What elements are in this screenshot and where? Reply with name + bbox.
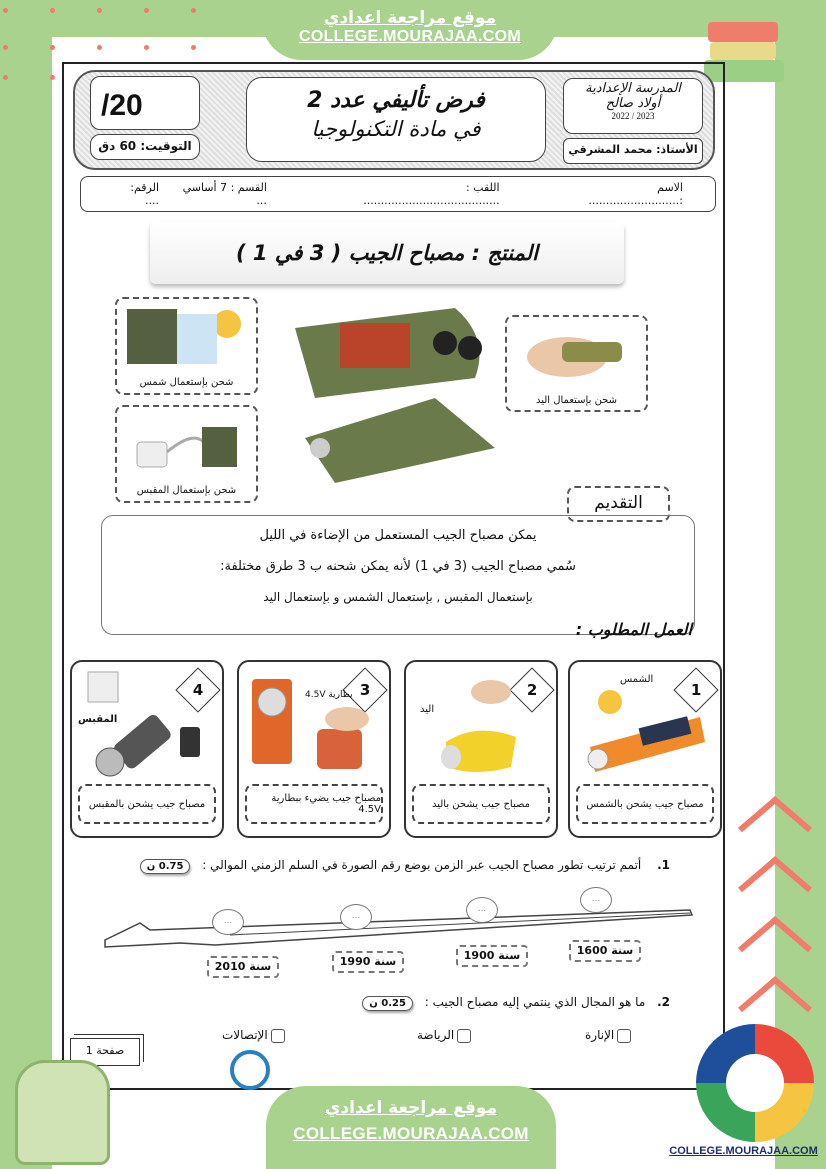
site-arabic-name: موقع مراجعة اعدادي [323, 8, 497, 28]
school-box [563, 78, 703, 134]
teacher-box: الأستاذ: محمد المشرقي [563, 138, 703, 164]
number-field[interactable]: الرقم: .... [130, 181, 160, 207]
card-caption: مصباح جيب يشحن باليد [412, 784, 550, 824]
option-communications[interactable]: الإتصالات [222, 1028, 285, 1043]
number-badge: 1 [673, 667, 718, 712]
sun-charging-label: شحن بإستعمال شمس [139, 377, 234, 388]
plug-charging-label: شحن بإستعمال المقبس [136, 485, 237, 496]
exam-title-box [246, 77, 546, 162]
question-number: 2. [657, 995, 670, 1009]
intro-line-1: يمكن مصباح الجيب المستعمل من الإضاءة في الليل [259, 528, 537, 543]
page-number: صفحة 1 [70, 1038, 140, 1066]
card-caption: مصباح جيب يشحن بالمقبس [78, 784, 216, 824]
flashlight-image [275, 288, 505, 488]
hand-charging-image [505, 315, 648, 412]
school-year: 2023 / 2022 [611, 111, 655, 121]
checkbox[interactable] [271, 1029, 285, 1043]
site-logo [696, 1024, 814, 1142]
chevron-decoration-icon [735, 790, 815, 1050]
name-field[interactable]: الاسم :.......................... [588, 181, 683, 207]
card-3 [237, 660, 391, 838]
timeline-slot-1900[interactable]: ... [466, 897, 498, 923]
bottom-site-banner[interactable] [266, 1086, 556, 1169]
solar-flashlight-image [580, 687, 710, 777]
card-tag: اليد [420, 704, 435, 715]
timeline-year: سنة 1900 [456, 945, 528, 967]
score-box [90, 76, 200, 130]
timeline-slot-1990[interactable]: ... [340, 904, 372, 930]
checkbox[interactable] [617, 1029, 631, 1043]
number-badge: 4 [175, 667, 220, 712]
card-tag: المقبس [78, 714, 118, 725]
site-arabic-name: موقع مراجعة اعدادي [324, 1098, 498, 1118]
card-4 [70, 660, 224, 838]
card-tag: الشمس [620, 674, 654, 685]
question-text: ما هو المجال الذي ينتمي إليه مصباح الجيب : [424, 995, 646, 1009]
globe-icon [230, 1050, 270, 1090]
number-badge: 2 [509, 667, 554, 712]
product-title: المنتج : مصباح الجيب ( 3 في 1 ) [150, 222, 624, 284]
site-domain-link[interactable]: COLLEGE.MOURAJAA.COM [299, 28, 521, 45]
timeline-year: سنة 1990 [332, 951, 404, 973]
intro-line-3: بإستعمال المقبس , بإستعمال الشمس و بإستعمال اليد [263, 590, 533, 604]
intro-label: التقديم [567, 486, 670, 522]
option-sports[interactable]: الرياضة [417, 1028, 471, 1043]
school-label: المدرسة الإعدادية [585, 81, 681, 96]
logo-domain: COLLEGE.MOURAJAA.COM [669, 1145, 818, 1157]
points-badge: 0.75 ن [140, 859, 191, 874]
question-1 [110, 858, 670, 874]
duration-box: التوقيت: 60 دق [90, 134, 200, 160]
task-heading: العمل المطلوب : [575, 620, 692, 639]
checkbox[interactable] [457, 1029, 471, 1043]
sun-charging-image [115, 297, 258, 395]
card-tag: بطارية 4.5V [305, 690, 353, 700]
plug-flashlight-image [80, 667, 210, 782]
hand-flashlight-image [416, 672, 546, 782]
question-2 [300, 995, 670, 1011]
surname-field[interactable]: اللقب : ....................................... [363, 181, 500, 207]
backpack-icon [15, 1060, 110, 1165]
class-field: القسم : 7 أساسي ... [182, 181, 267, 207]
timeline-year: سنة 2010 [207, 956, 279, 978]
hand-charging-label: شحن بإستعمال اليد [535, 395, 618, 406]
question-number: 1. [657, 858, 670, 872]
question-text: أتمم ترتيب تطور مصباح الجيب عبر الزمن بوضع رقم الصورة في السلم الزمني الموالي : [202, 858, 642, 872]
intro-box [101, 515, 695, 635]
timeline-year: سنة 1600 [569, 940, 641, 962]
site-domain-link[interactable]: COLLEGE.MOURAJAA.COM [293, 1124, 529, 1143]
exam-title: فرض تأليفي عدد 2 [307, 88, 485, 113]
card-2 [404, 660, 558, 838]
exam-subject: في مادة التكنولوجيا [311, 117, 481, 141]
score-total: /20 [101, 89, 143, 122]
battery-flashlight-image [247, 674, 377, 779]
top-site-banner[interactable] [262, 0, 558, 60]
school-name: أولاد صالح [605, 96, 661, 111]
intro-line-2: سُمي مصباح الجيب (3 في 1) لأنه يمكن شحنه ب 3 طرق مختلفة: [220, 559, 576, 574]
option-lighting[interactable]: الإنارة [585, 1028, 631, 1043]
card-caption: مصباح جيب يضيء ببطارية 4.5V [245, 784, 383, 824]
card-1 [568, 660, 722, 838]
timeline-slot-1600[interactable]: ... [580, 887, 612, 913]
timeline-slot-2010[interactable]: ... [212, 909, 244, 935]
student-info-row [80, 176, 716, 212]
points-badge: 0.25 ن [362, 996, 413, 1011]
plug-charging-image [115, 405, 258, 503]
card-caption: مصباح جيب يشحن بالشمس [576, 784, 714, 824]
number-badge: 3 [342, 667, 387, 712]
